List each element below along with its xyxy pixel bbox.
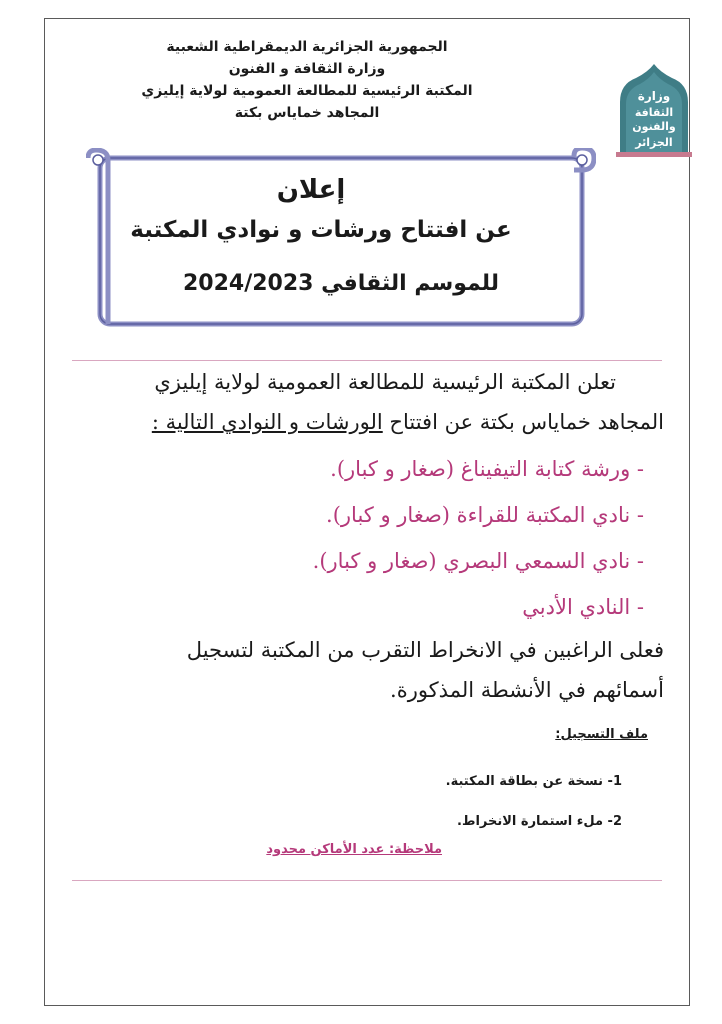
- republic-name: الجمهورية الجزائرية الديمقراطية الشعبية: [166, 39, 448, 55]
- intro-paragraph: [74, 362, 664, 442]
- announcement-body: [74, 362, 664, 710]
- intro-line-1: تعلن المكتبة الرئيسية للمطالعة العمومية لولاية إيليزي: [154, 370, 616, 394]
- registration-item: 1- نسخة عن بطاقة المكتبة.: [445, 774, 622, 789]
- announcement-season: [96, 264, 586, 304]
- workshop-list: [74, 446, 664, 630]
- library-subname: المجاهد خماياس بكتة: [234, 105, 380, 121]
- season-year: 2024/2023: [182, 271, 314, 296]
- logo-text-1: وزارة: [637, 89, 671, 103]
- registration-item: 2- ملء استمارة الانخراط.: [457, 814, 622, 829]
- announcement-subtitle: عن افتتاح ورشات و نوادي المكتبة: [130, 217, 512, 243]
- logo-text-4: الجزائر: [635, 136, 673, 149]
- note: ملاحظة: عدد الأماكن محدود: [266, 842, 442, 857]
- call-to-register: [74, 630, 664, 710]
- ministry-logo: [612, 62, 696, 158]
- workshop-item: - ورشة كتابة التيفيناغ (صغار و كبار).: [74, 446, 644, 492]
- intro-line-2-underlined: الورشات و النوادي التالية :: [151, 410, 383, 434]
- workshop-item: - نادي السمعي البصري (صغار و كبار).: [74, 538, 644, 584]
- registration-list: [446, 762, 622, 842]
- workshop-item: - النادي الأدبي: [74, 584, 644, 630]
- intro-line-2-start: المجاهد خماياس بكتة عن افتتاح: [382, 410, 664, 434]
- divider-top: [72, 360, 662, 361]
- divider-bottom: [72, 880, 662, 881]
- logo-text-3: والفنون: [632, 120, 676, 133]
- announcement-box: [96, 170, 586, 304]
- ministry-name: وزارة الثقافة و الفنون: [228, 61, 386, 77]
- call-line-2: أسمائهم في الأنشطة المذكورة.: [390, 678, 664, 702]
- logo-text-2: الثقافة: [634, 106, 674, 119]
- announcement-title: إعلان: [276, 175, 346, 205]
- workshop-item: - نادي المكتبة للقراءة (صغار و كبار).: [74, 492, 644, 538]
- season-label: للموسم الثقافي: [321, 271, 500, 296]
- call-line-1: فعلى الراغبين في الانخراط التقرب من المكتبة لتسجيل: [186, 638, 664, 662]
- registration-heading: ملف التسجيل:: [555, 727, 648, 742]
- library-name: المكتبة الرئيسية للمطالعة العمومية لولاية إيليزي: [141, 83, 473, 99]
- intro-line-2: [74, 402, 664, 442]
- letterhead: [97, 36, 517, 124]
